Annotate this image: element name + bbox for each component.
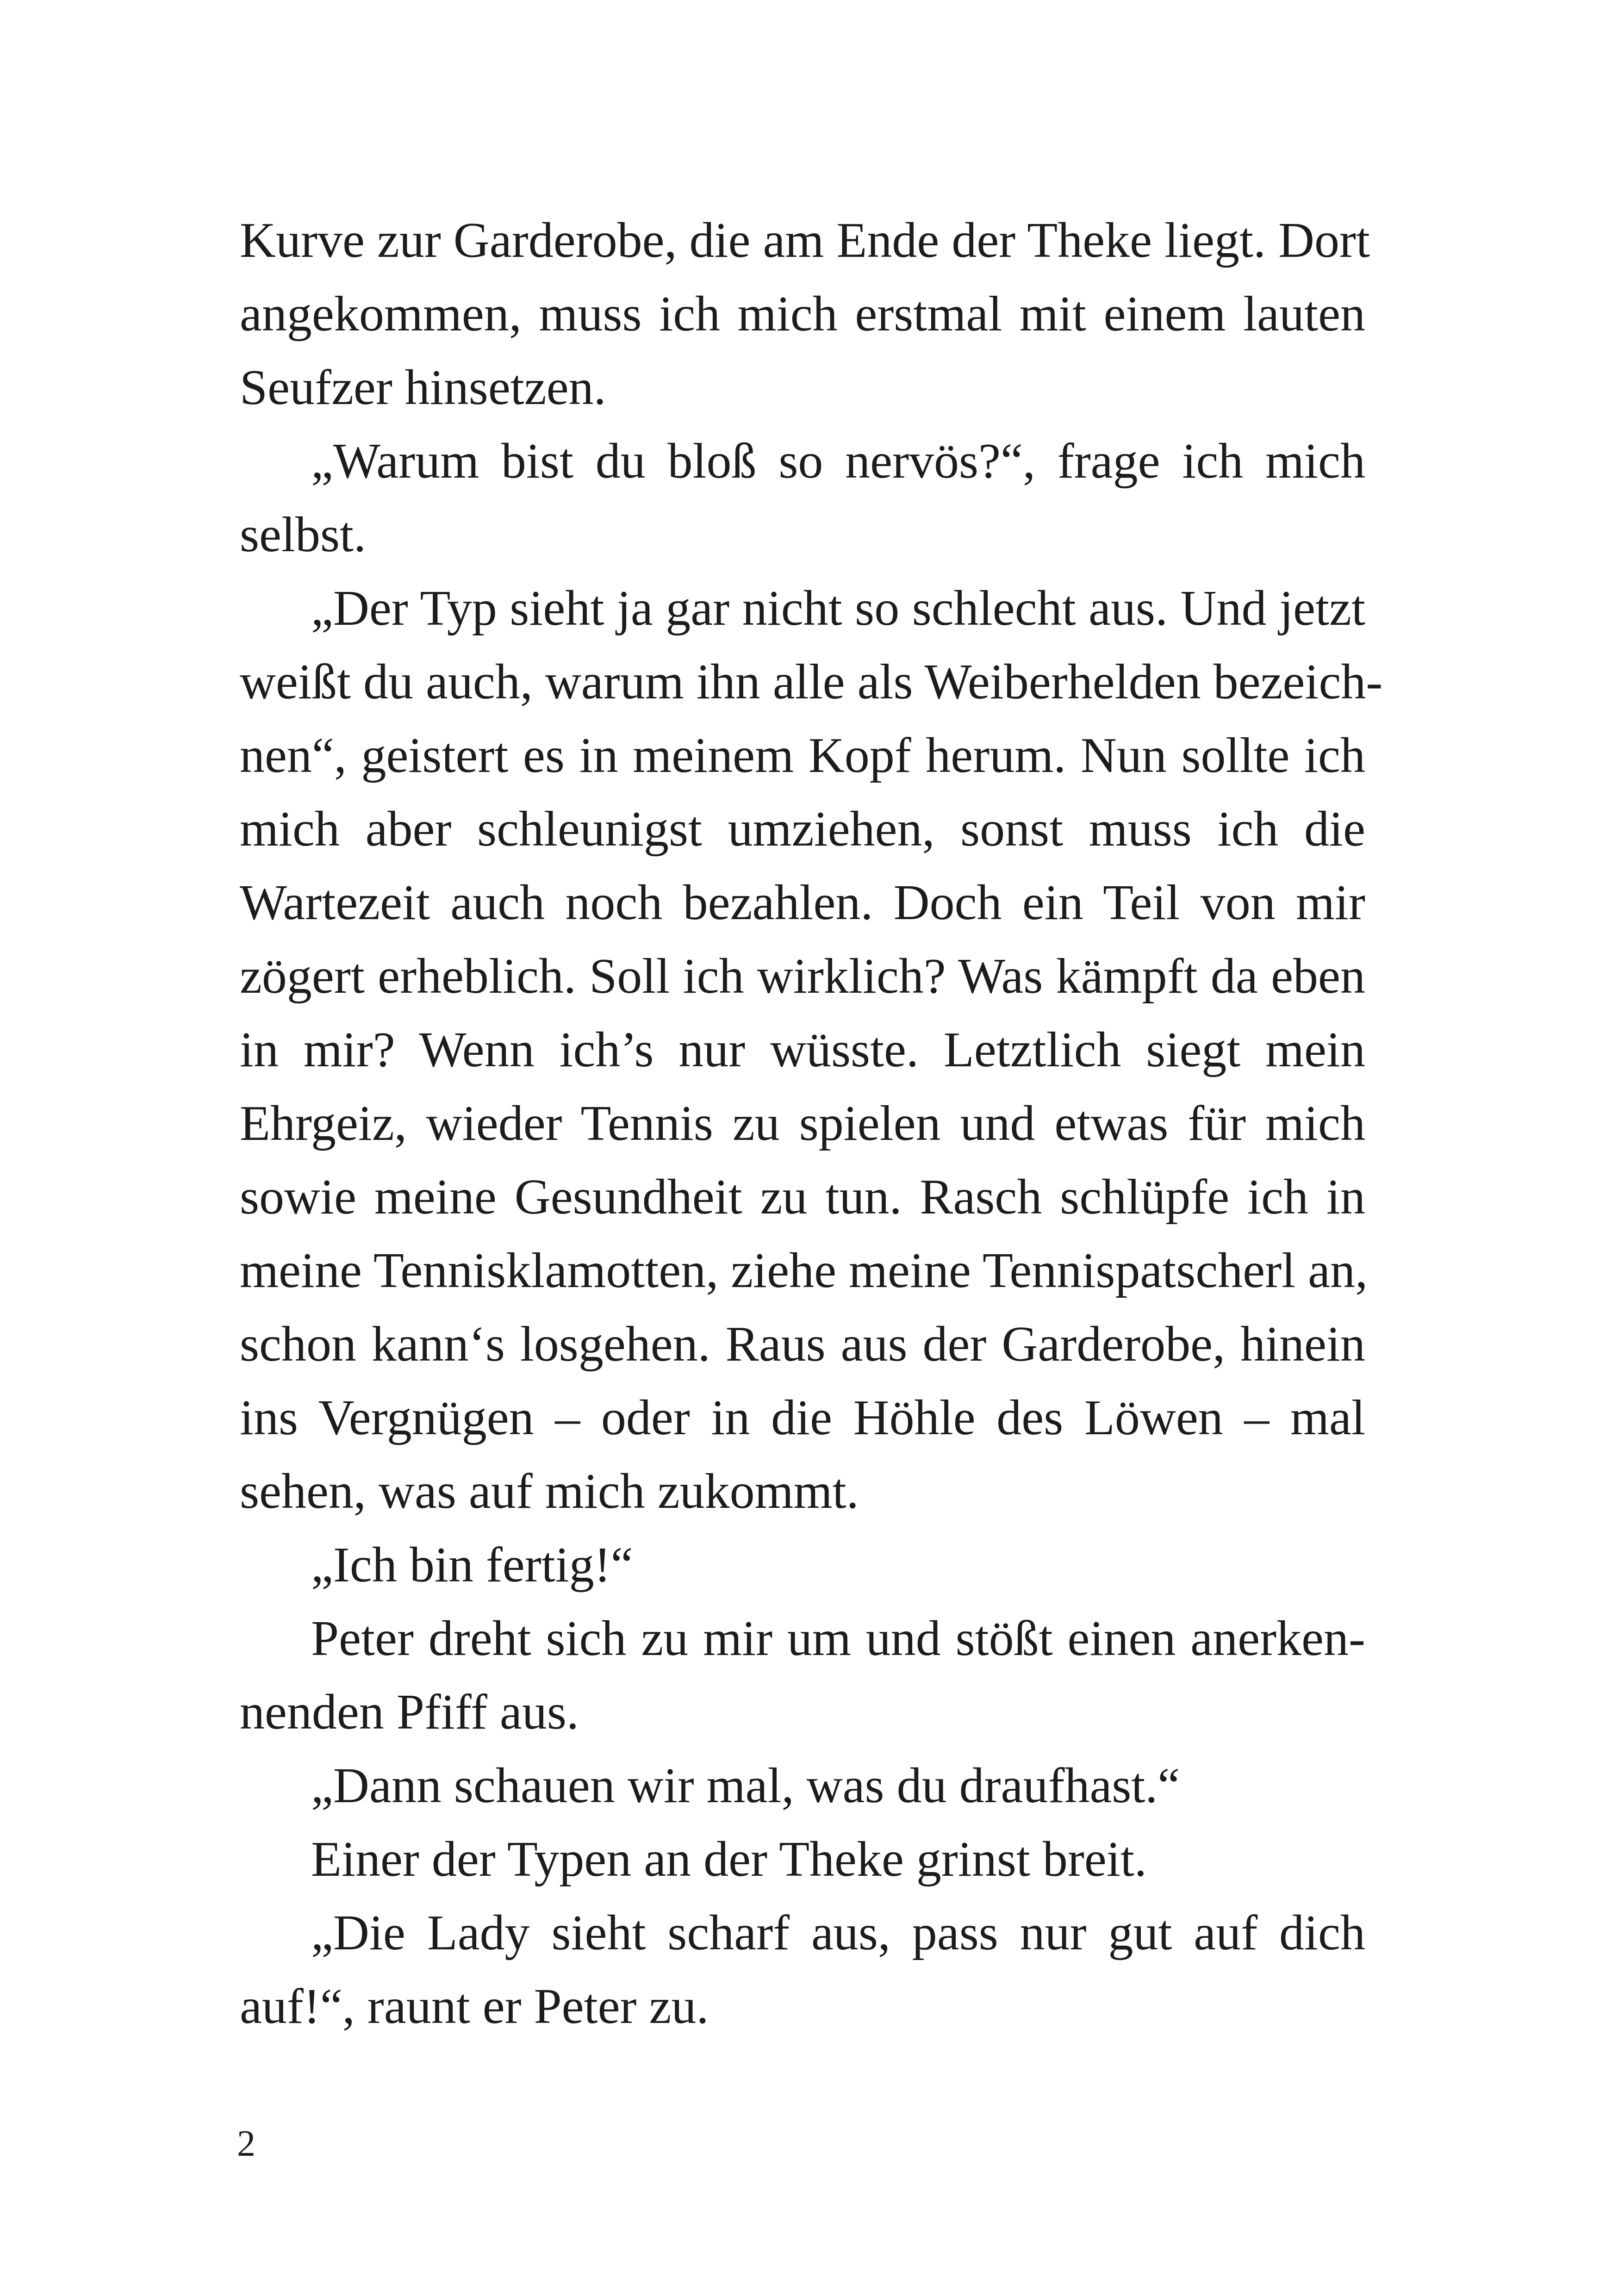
text-line-6: „Der Typ sieht ja gar nicht so schlecht aus. Und jetzt	[311, 581, 1365, 636]
text-line-12: in mir? Wenn ich’s nur wüsste. Letztlich siegt mein	[240, 1022, 1365, 1077]
text-line-22: „Dann schauen wir mal, was du draufhast.“	[311, 1758, 1180, 1813]
text-line-16: schon kann‘s losgehen. Raus aus der Garderobe, hinein	[240, 1317, 1365, 1372]
text-line-20: Peter dreht sich zu mir um und stößt einen anerken-	[311, 1611, 1365, 1666]
text-line-13: Ehrgeiz, wieder Tennis zu spielen und etwas für mich	[240, 1096, 1365, 1151]
text-line-17: ins Vergnügen – oder in die Höhle des Löwen – mal	[240, 1390, 1365, 1445]
text-line-7: weißt du auch, warum ihn alle als Weiberhelden bezeich-	[240, 654, 1383, 709]
text-line-5: selbst.	[240, 507, 367, 562]
text-line-1: Kurve zur Garderobe, die am Ende der Theke liegt. Dort	[240, 213, 1370, 268]
page-number: 2	[237, 2123, 255, 2164]
text-line-14: sowie meine Gesundheit zu tun. Rasch schlüpfe ich in	[240, 1170, 1365, 1225]
body-text	[240, 204, 1383, 2043]
text-line-15: meine Tennisklamotten, ziehe meine Tennispatscherl an,	[240, 1243, 1368, 1298]
text-line-25: auf!“, raunt er Peter zu.	[240, 1979, 709, 2034]
text-line-10: Wartezeit auch noch bezahlen. Doch ein Teil von mir	[240, 875, 1365, 930]
text-line-18: sehen, was auf mich zukommt.	[240, 1464, 859, 1519]
text-line-4: „Warum bist du bloß so nervös?“, frage ich mich	[311, 434, 1365, 489]
text-line-21: nenden Pfiff aus.	[240, 1685, 579, 1740]
text-line-24: „Die Lady sieht scharf aus, pass nur gut auf dich	[311, 1905, 1365, 1960]
text-line-23: Einer der Typen an der Theke grinst breit.	[311, 1832, 1147, 1887]
text-line-2: angekommen, muss ich mich erstmal mit einem lauten	[240, 286, 1365, 342]
text-line-9: mich aber schleunigst umziehen, sonst muss ich die	[240, 802, 1365, 857]
text-line-11: zögert erheblich. Soll ich wirklich? Was kämpft da eben	[240, 949, 1365, 1004]
text-line-19: „Ich bin fertig!“	[311, 1537, 633, 1593]
text-line-3: Seufzer hinsetzen.	[240, 360, 606, 415]
text-line-8: nen“, geistert es in meinem Kopf herum. Nun sollte ich	[240, 728, 1365, 783]
